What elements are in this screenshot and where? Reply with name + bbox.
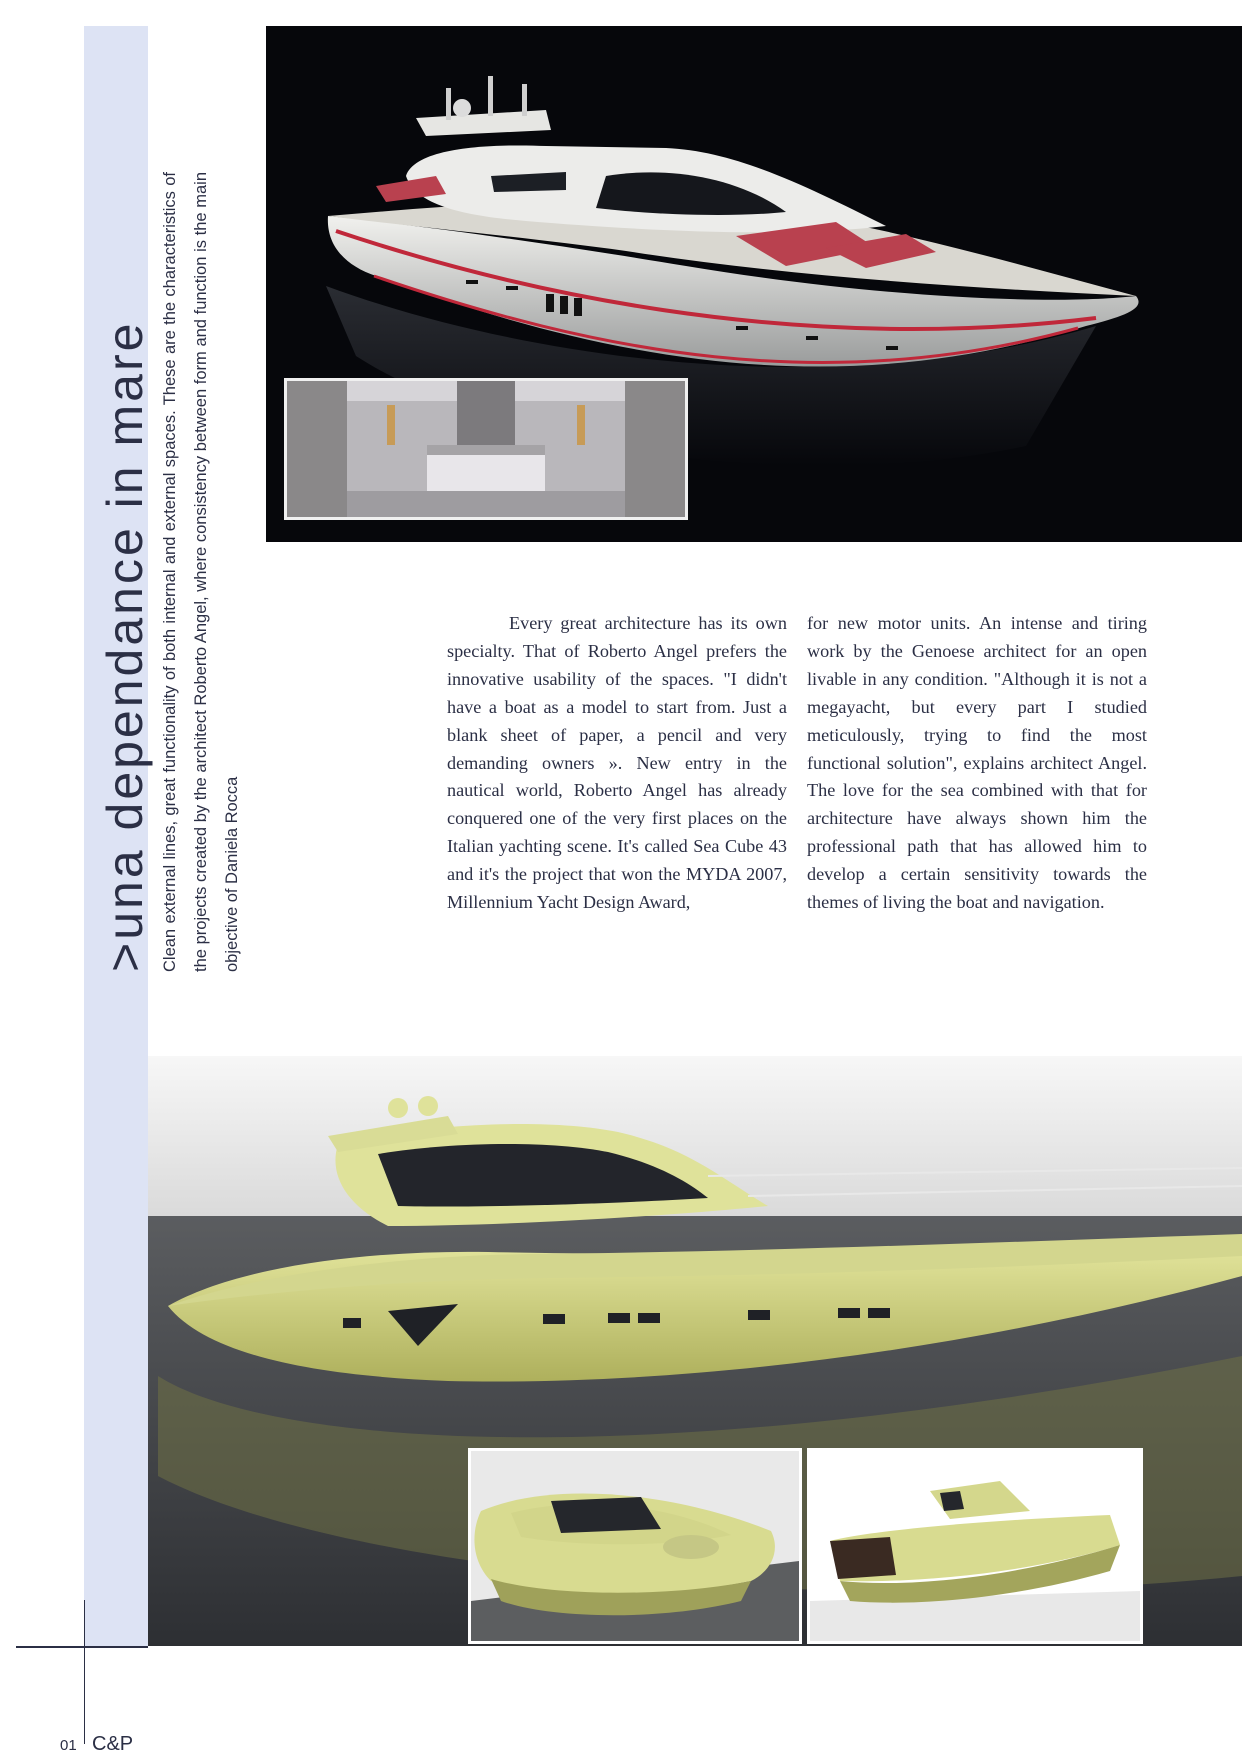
magazine-name: C&P [92,1733,134,1755]
yacht-deck-photo [468,1448,802,1644]
paragraph: Every great architecture has its own specialty. That of Roberto Angel prefers the innovative usability of the spaces. "I didn't have a boat as a model to start from. Just a blank sheet of paper, a pencil and very demanding owners ». New entry in the nautical world, Roberto Angel has already conquered one of the very first places on the Italian yachting scene. It's called Sea Cube 43 and it's the project that won the MYDA 2007, Millennium Yacht Design Award, [447,613,787,913]
footer-divider [84,1600,85,1744]
article-column-2 [807,610,1147,917]
page-number: 01 [60,1737,77,1754]
yacht-stern-photo [807,1448,1143,1644]
article-column-1 [447,610,787,917]
paragraph: for new motor units. An intense and tiring work by the Genoese architect for an open livable in any condition. "Although it is not a megayacht, but every part I studied meticulously, trying to find the most functional solution", explains architect Angel. The love for the sea combined with that for architecture have always shown him the professional path that has allowed him to develop a certain sensitivity towards the themes of living the boat and navigation. [807,613,1147,913]
cabin-interior-photo [284,378,688,520]
footer-rule [16,1646,148,1648]
article-title: >una dependance in mare [97,320,153,972]
article-standfirst: Clean external lines, great functionality of both internal and external spaces. These are the characteristics of the projects created by the architect Roberto Angel, where consistency between form and function is the main objective of Daniela Rocca [161,172,241,972]
